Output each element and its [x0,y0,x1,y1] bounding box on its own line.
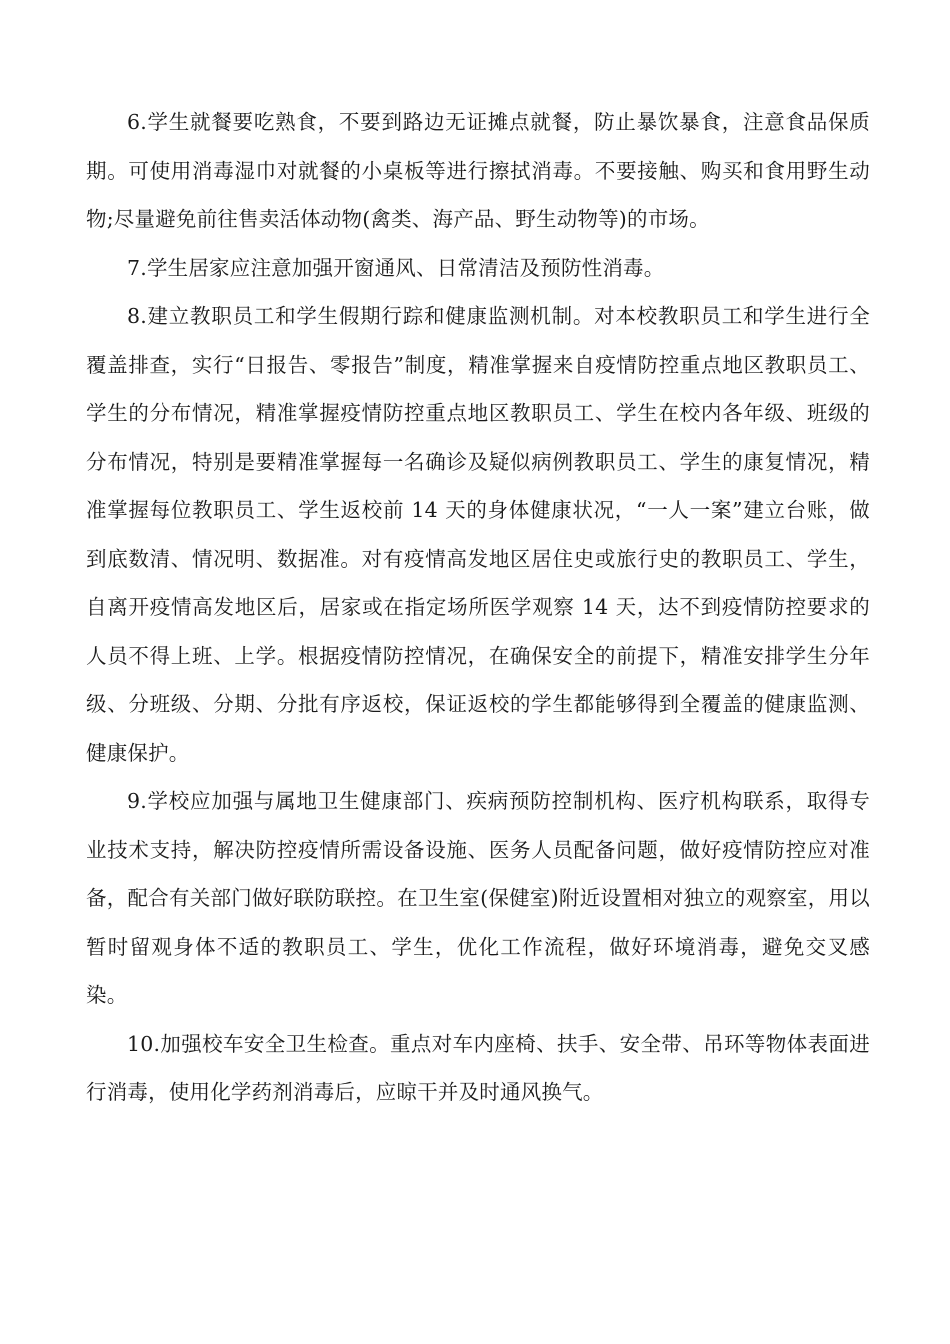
paragraph-item-6: 6.学生就餐要吃熟食，不要到路边无证摊点就餐，防止暴饮暴食，注意食品保质期。可使用消毒湿巾对就餐的小桌板等进行擦拭消毒。不要接触、购买和食用野生动物;尽量避免前往售卖活体动物(禽类、海产品、野生动物等)的市场。 [86,110,870,231]
paragraph-item-10: 10.加强校车安全卫生检查。重点对车内座椅、扶手、安全带、吊环等物体表面进行消毒，使用化学药剂消毒后，应晾干并及时通风换气。 [86,1031,870,1104]
paragraph-item-9: 9.学校应加强与属地卫生健康部门、疾病预防控制机构、医疗机构联系，取得专业技术支持，解决防控疫情所需设备设施、医务人员配备问题，做好疫情防控应对准备，配合有关部门做好联防联控。在卫生室(保健室)附近设置相对独立的观察室，用以暂时留观身体不适的教职员工、学生，优化工作流程，做好环境消毒，避免交叉感染。 [86,789,870,1007]
paragraph-item-8: 8.建立教职员工和学生假期行踪和健康监测机制。对本校教职员工和学生进行全覆盖排查，实行“日报告、零报告”制度，精准掌握来自疫情防控重点地区教职员工、学生的分布情况，精准掌握疫情防控重点地区教职员工、学生在校内各年级、班级的分布情况，特别是要精准掌握每一名确诊及疑似病例教职员工、学生的康复情况，精准掌握每位教职员工、学生返校前 14 天的身体健康状况，“一人一案”建立台账，做到底数清、情况明、数据准。对有疫情高发地区居住史或旅行史的教职员工、学生，自离开疫情高发地区后，居家或在指定场所医学观察 14 天，达不到疫情防控要求的人员不得上班、上学。根据疫情防控情况，在确保安全的前提下，精准安排学生分年级、分班级、分期、分批有序返校，保证返校的学生都能够得到全覆盖的健康监测、健康保护。 [86,304,870,765]
paragraph-item-7: 7.学生居家应注意加强开窗通风、日常清洁及预防性消毒。 [127,255,665,280]
